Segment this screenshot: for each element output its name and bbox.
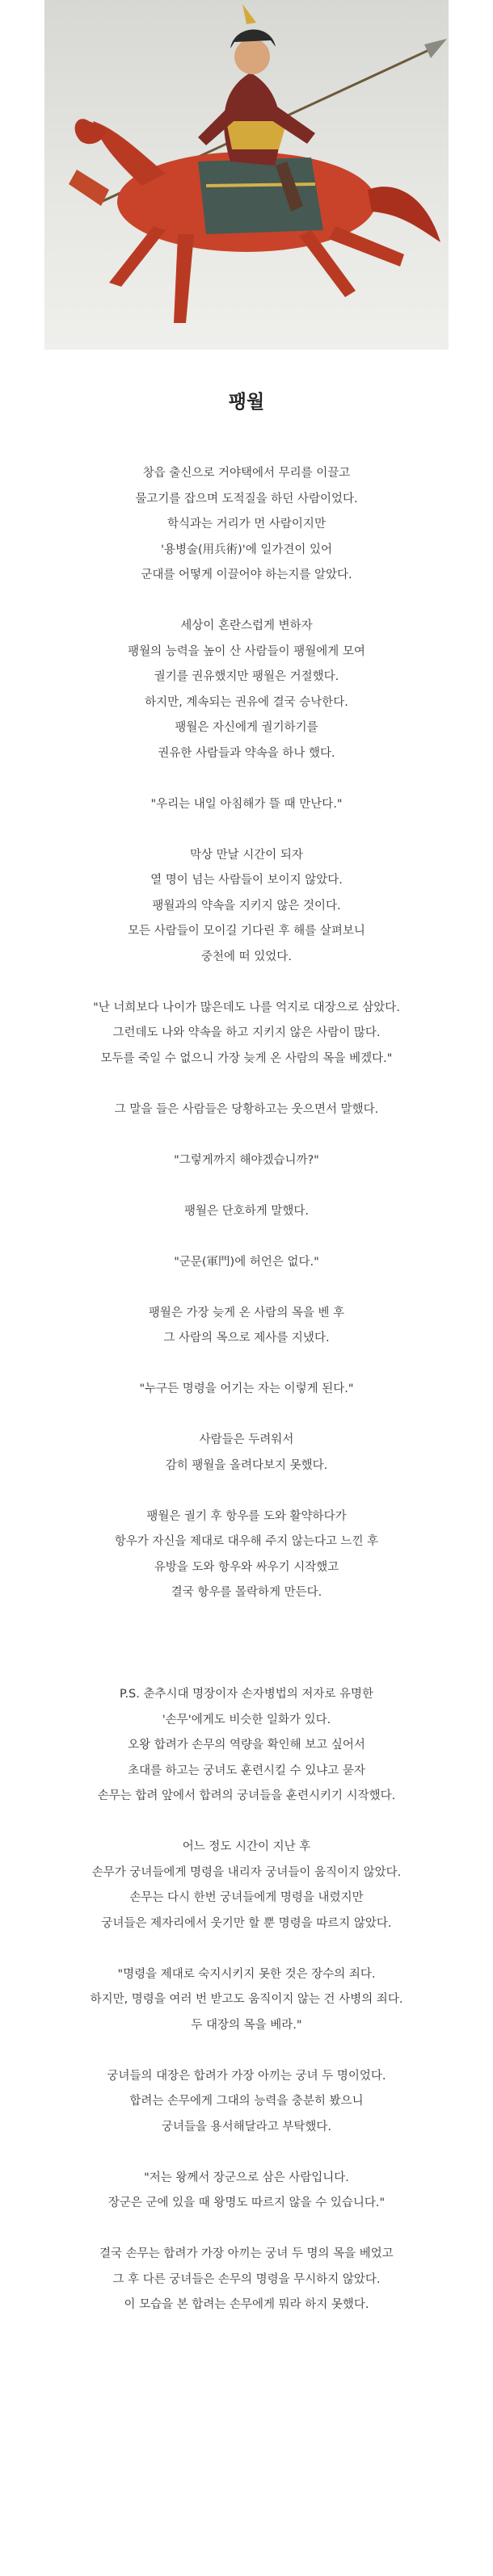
paragraph-line: "군문(軍門)에 허언은 없다." [174,1255,319,1269]
paragraph-line: 궁녀들은 제자리에서 웃기만 할 뿐 명령을 따르지 않았다. [101,1916,392,1930]
paragraph-line: "우리는 내일 아침해가 뜰 때 만난다." [150,797,343,811]
paragraph-line: "명령을 제대로 숙지시키지 못한 것은 장수의 죄다. [117,1967,376,1981]
paragraph-line: 손무는 다시 한번 궁녀들에게 명령을 내렸지만 [129,1891,364,1904]
paragraph [0,843,493,971]
paragraph [0,1631,493,1657]
paragraph-line: 합려는 손무에게 그대의 능력을 충분히 봤으니 [129,2095,364,2108]
paragraph-line: 하지만, 명령을 여러 번 받고도 움직이지 않는 건 사병의 죄다. [90,1993,403,2006]
horse-tail [368,187,440,242]
paragraph-line: 초대를 하고는 궁녀도 훈련시킬 수 있냐고 묻자 [128,1764,365,1777]
paragraph-line: 궁녀들을 용서해달라고 부탁했다. [162,2120,331,2133]
horse-head [75,119,106,144]
paragraph-line: 결국 항우를 몰락하게 만든다. [171,1586,322,1599]
paragraph-line: 항우가 자신을 제대로 대우해 주지 않는다고 느낀 후 [114,1535,379,1548]
paragraph-line: 감히 팽월을 올려다보지 못했다. [165,1458,328,1472]
paragraph [0,1148,493,1174]
paragraph-line: 장군은 군에 있을 때 왕명도 따르지 않을 수 있습니다." [107,2196,386,2209]
paragraph-line: 그런데도 나와 약속을 하고 지키지 않은 사람이 많다. [112,1026,381,1039]
paragraph [0,1377,493,1403]
article-title: 팽월 [228,392,265,413]
paragraph-line: 막상 만날 시간이 되자 [190,848,303,862]
spear-tassel [69,170,109,206]
paragraph-line: 그 후 다른 궁녀들은 손무의 명령을 무시하지 않았다. [112,2272,381,2286]
paragraph [0,1250,493,1276]
paragraph-line: '손무'에게도 비슷한 일화가 있다. [162,1713,331,1726]
paragraph-line: 팽월은 단호하게 말했다. [184,1204,309,1218]
paragraph-line: 팽월은 자신에게 궐기하기를 [175,721,318,734]
paragraph [0,1428,493,1479]
paragraph [0,1682,493,1810]
paragraph-line: 궐기를 권유했지만 팽월은 거절했다. [154,670,339,683]
paragraph-line: "저는 왕께서 장군으로 삼은 사람입니다. [144,2171,349,2184]
horse-front-leg-2 [174,234,194,323]
paragraph-line: 궁녀들의 대장은 합려가 가장 아끼는 궁녀 두 명이었다. [107,2069,386,2083]
paragraph-line: 이 모습을 본 합려는 손무에게 뭐라 하지 못했다. [124,2298,369,2311]
spear-tip [424,39,447,58]
paragraph [0,996,493,1072]
horse-back-leg-2 [329,226,404,266]
paragraph [0,1301,493,1352]
paragraph [0,1504,493,1606]
paragraph-line: 창읍 출신으로 거야택에서 무리를 이끌고 [142,467,351,480]
paragraph-line: 두 대장의 목을 베라." [191,2018,302,2032]
article-body [0,461,493,2318]
paragraph-line: 어느 정도 시간이 지난 후 [182,1840,311,1853]
paragraph-line: 오왕 합려가 손무의 역량을 확인해 보고 싶어서 [128,1739,365,1752]
paragraph-line: "그렇게까지 해야겠습니까?" [174,1153,319,1167]
paragraph [0,2166,493,2217]
paragraph-line: 팽월의 능력을 높이 산 사람들이 팽월에게 모여 [128,644,365,658]
paragraph [0,2064,493,2141]
paragraph-line: 사람들은 두려워서 [199,1433,294,1446]
paragraph-line: 결국 손무는 합려가 가장 아끼는 궁녀 두 명의 목을 베었고 [99,2247,394,2260]
saddle-cloth [198,157,323,234]
paragraph-line: 팽월은 가장 늦게 온 사람의 목을 벤 후 [148,1306,345,1319]
warrior-painting-illustration [44,0,449,350]
paragraph [0,1835,493,1936]
paragraph-line: 군대를 어떻게 이끌어야 하는지를 알았다. [141,568,352,581]
paragraph-line: '용병술(用兵術)'에 일가견이 있어 [160,543,333,556]
paragraph-line: 그 말을 들은 사람들은 당황하고는 웃으면서 말했다. [114,1102,379,1116]
paragraph-line: 열 명이 넘는 사람들이 보이지 않았다. [150,874,343,887]
paragraph-line: 손무가 궁녀들에게 명령을 내리자 궁녀들이 움직이지 않았다. [91,1865,402,1879]
paragraph [0,792,493,818]
paragraph-line: 모든 사람들이 모이길 기다린 후 해를 살펴보니 [128,925,365,938]
paragraph-line: 모두를 죽일 수 없으니 가장 늦게 온 사람의 목을 베겠다." [100,1051,393,1065]
warrior-on-horse-painting [44,0,449,350]
paragraph-line: 유방을 도와 항우와 싸우기 시작했고 [154,1560,339,1574]
paragraph-line: 세상이 혼란스럽게 변하자 [180,619,313,632]
saddle-trim [206,184,315,186]
paragraph [0,1962,493,2039]
paragraph-line: 중천에 떠 있었다. [201,950,292,963]
rider-face [234,39,270,74]
paragraph-line: 하지만, 계속되는 권유에 결국 승낙한다. [145,695,348,709]
paragraph-line: 물고기를 잡으며 도적질을 하던 사람이었다. [135,492,358,506]
paragraph-line [0,1631,493,1657]
rider-belt [226,121,287,149]
paragraph-line: 권유한 사람들과 약속을 하나 했다. [158,746,335,760]
helmet-plume [242,4,256,24]
paragraph [0,461,493,589]
paragraph-line: 팽월은 궐기 후 항우를 도와 활약하다가 [146,1509,347,1523]
paragraph [0,1199,493,1225]
paragraph-line: 그 사람의 목으로 제사를 지냈다. [163,1332,330,1345]
paragraph-line: 팽월과의 약속을 지키지 않은 것이다. [152,899,341,913]
paragraph-line: "난 너희보다 나이가 많은데도 나를 억지로 대장으로 삼았다. [93,1001,400,1014]
paragraph [0,2242,493,2318]
paragraph-line: P.S. 춘추시대 명장이자 손자병법의 저자로 유명한 [119,1688,374,1701]
paragraph-line: "누구든 명령을 어기는 자는 이렇게 된다." [139,1382,354,1395]
horse-front-leg [109,226,166,287]
paragraph [0,614,493,766]
paragraph-line: 손무는 합려 앞에서 합려의 궁녀들을 훈련시키기 시작했다. [97,1789,396,1802]
paragraph [0,1097,493,1123]
paragraph-line: 학식과는 거리가 먼 사람이지만 [167,518,326,531]
